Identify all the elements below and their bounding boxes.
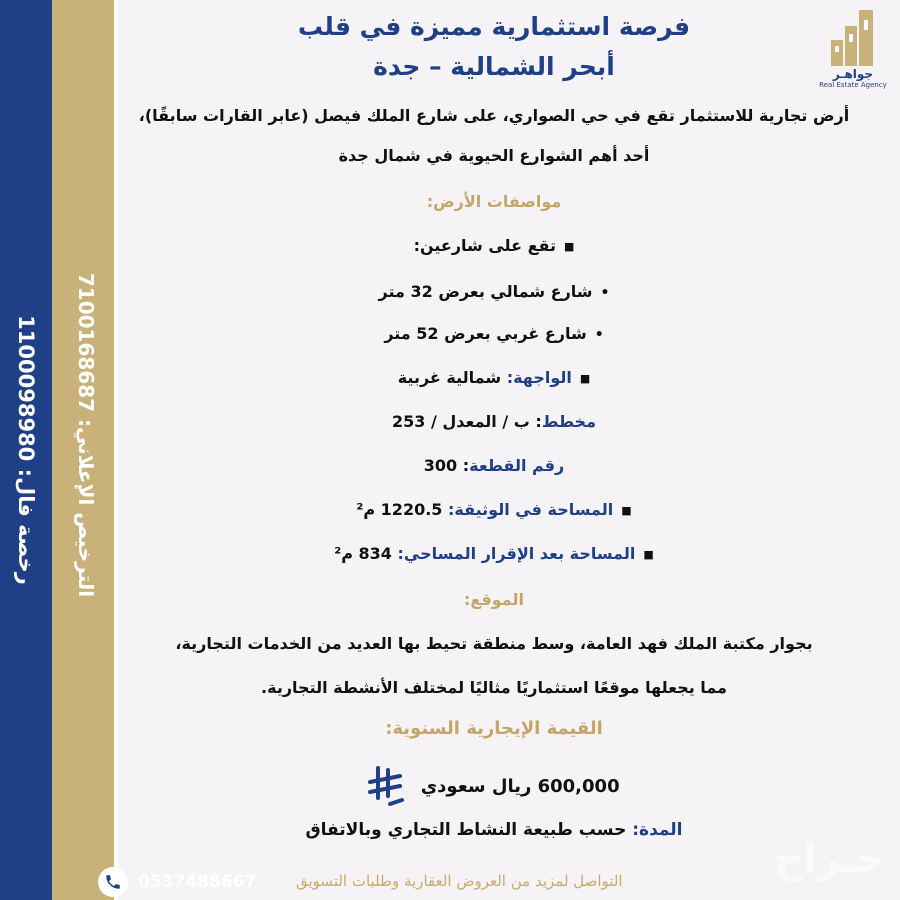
street-west-text: شارع غربي بعرض 52 متر xyxy=(384,324,587,343)
ad-license-text: الترخيص الإعلاني: 7100168687 xyxy=(74,272,98,598)
square-bullet-icon: ■ xyxy=(579,372,591,385)
duration-label: المدة: xyxy=(632,820,683,840)
specs-heading: مواصفات الأرض: xyxy=(426,192,562,211)
streets-label: تقع على شارعين: xyxy=(413,236,557,255)
haraj-watermark: حـراج xyxy=(774,836,884,882)
square-bullet-icon: ■ xyxy=(643,548,654,561)
fal-license-text: رخصة فال: 1100098980 xyxy=(14,315,38,585)
area-deed-label: المساحة في الوثيقة: xyxy=(448,500,614,519)
facade-item xyxy=(128,368,860,387)
logo-subtitle: Real Estate Agency xyxy=(819,81,887,89)
plan-label: مخطط xyxy=(541,412,596,431)
facade-label: الواجهة: xyxy=(506,368,572,387)
location-line1: بجوار مكتبة الملك فهد العامة، وسط منطقة تحيط بها العديد من الخدمات التجارية، xyxy=(175,634,813,653)
sidebar-divider xyxy=(114,0,118,900)
street-north-text: شارع شمالي بعرض 32 متر xyxy=(378,282,593,301)
duration-value: حسب طبيعة النشاط التجاري وبالاتفاق xyxy=(305,820,633,840)
intro-line1: أرض تجارية للاستثمار تقع في حي الصواري، على شارع الملك فيصل (عابر القارات سابقًا)، xyxy=(138,106,850,125)
page-title-line1: فرصة استثمارية مميزة في قلب xyxy=(297,12,691,41)
streets-item xyxy=(128,236,860,255)
logo-name: جواهـر xyxy=(832,67,874,81)
facade-value: شمالية غربية xyxy=(397,368,507,387)
dot-bullet-icon: • xyxy=(594,327,604,343)
square-bullet-icon: ■ xyxy=(564,240,575,253)
page-title-line2: أبحر الشمالية – جدة xyxy=(373,52,615,81)
plan-value: : ب / المعدل / 253 xyxy=(392,412,542,431)
plot-label: رقم القطعة xyxy=(469,456,565,475)
phone-number: 0537488667 xyxy=(138,872,257,892)
plot-item xyxy=(128,456,860,475)
street-north-item xyxy=(128,282,860,301)
plan-item xyxy=(128,412,860,431)
rent-heading: القيمة الإيجارية السنوية: xyxy=(385,718,603,739)
contact-note: التواصل لمزيد من العروض العقارية وطلبات التسويق xyxy=(296,872,623,890)
saudi-riyal-icon xyxy=(368,766,404,808)
listing-content xyxy=(128,0,860,900)
location-line2: مما يجعلها موقعًا استثماريًا مثاليًا لمختلف الأنشطة التجارية. xyxy=(261,678,727,697)
location-heading: الموقع: xyxy=(463,590,525,609)
area-survey-value: 834 م² xyxy=(334,544,398,563)
rent-value: 600,000 ريال سعودي xyxy=(420,776,620,797)
area-survey-label: المساحة بعد الإقرار المساحي: xyxy=(397,544,636,563)
plot-value: : 300 xyxy=(423,456,470,475)
intro-line2: أحد أهم الشوارع الحيوية في شمال جدة xyxy=(338,146,650,165)
street-west-item xyxy=(128,324,860,343)
area-deed-value: 1220.5 م² xyxy=(356,500,448,519)
duration-item xyxy=(128,820,860,840)
square-bullet-icon: ■ xyxy=(621,504,632,517)
area-deed-item xyxy=(128,500,860,519)
phone-contact[interactable] xyxy=(98,866,256,898)
phone-icon xyxy=(98,867,128,897)
rent-value-row xyxy=(128,766,860,808)
dot-bullet-icon: • xyxy=(600,285,610,301)
area-survey-item xyxy=(128,544,860,563)
